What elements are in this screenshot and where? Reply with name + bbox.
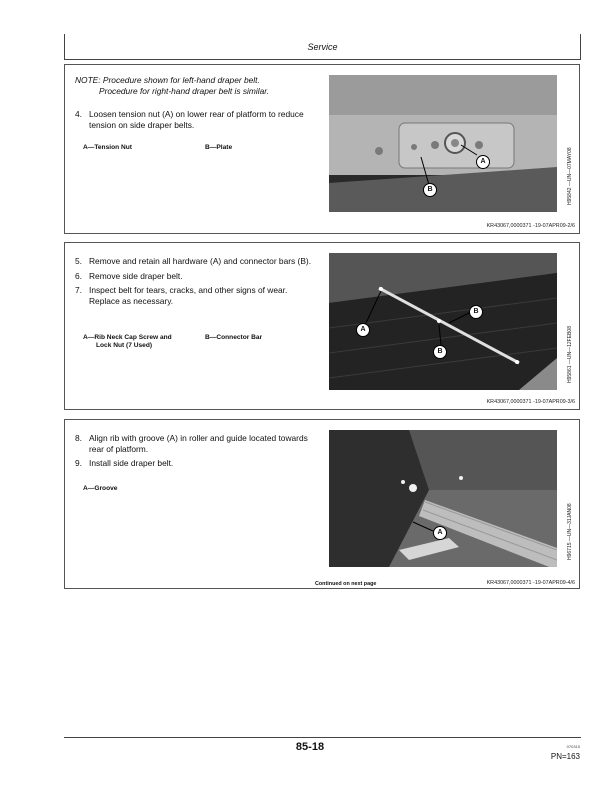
steps-list [75,433,315,469]
callout-a: A [356,323,370,337]
legend-a: A—Tension Nut [83,144,132,151]
callout-a: A [433,526,447,540]
roller-groove-photo [329,430,557,567]
reference-code: KR43067,0000371 -19-07APR09-2/6 [486,223,575,229]
step-item [75,109,315,130]
legend-b: B—Plate [205,144,233,151]
step-text: Remove side draper belt. [89,270,183,281]
tension-nut-photo [329,75,557,212]
step-number: 7. [75,285,82,295]
step-number: 6. [75,270,82,281]
tension-nut-illustration [329,75,557,212]
callout-b: B [469,305,483,319]
step-number: 9. [75,458,82,468]
legend-a-line-1: A—Rib Neck Cap Screw and [83,334,172,341]
footer-small-code: 070315 [566,744,580,749]
procedure-section-1 [64,64,580,234]
page-header-title: Service [307,42,338,52]
step-text: Align rib with groove (A) in roller and guide located towards rear of platform. [89,433,308,454]
procedure-section-3 [64,419,580,589]
step-item [75,285,315,306]
connector-bar-illustration [329,253,557,390]
image-id: H95861 —UN—12FEB08 [567,326,573,383]
step-item [75,458,315,469]
image-id: H96715 —UN—31JAN08 [567,503,573,560]
step-item [75,271,315,282]
step-text: Remove and retain all hardware (A) and connector bars (B). [89,256,312,266]
image-id: H95842 —UN—07MAY08 [567,147,573,205]
header-bottom-rule [64,59,581,60]
roller-groove-illustration [329,430,557,567]
step-text: Install side draper belt. [89,458,174,468]
step-item [75,433,315,454]
step-number: 5. [75,256,82,266]
legend-a-line-2: Lock Nut (7 Used) [96,342,153,349]
legend-b: B—Connector Bar [205,334,263,341]
step-number: 8. [75,433,82,443]
note-block [75,75,325,97]
footer-rule [64,737,581,738]
continued-note: Continued on next page [315,581,377,587]
steps-list [75,256,315,306]
step-text: Inspect belt for tears, cracks, and other signs of wear. Replace as necessary. [89,285,288,306]
callout-b-second: B [433,345,447,359]
legend-a [83,334,172,350]
callout-b: B [423,183,437,197]
page-number: 85-18 [295,741,325,753]
step-item [75,256,315,267]
callout-a: A [476,155,490,169]
note-line-1: NOTE: Procedure shown for left-hand draper belt. [75,75,260,85]
reference-code: KR43067,0000371 -19-07APR09-4/6 [486,580,575,586]
connector-bar-photo [329,253,557,390]
note-line-2: Procedure for right-hand draper belt is similar. [99,86,270,96]
step-text: Loosen tension nut (A) on lower rear of platform to reduce tension on side draper belts. [89,109,304,130]
page-index: PN=163 [550,752,580,761]
legend-a: A—Groove [83,485,118,492]
reference-code: KR43067,0000371 -19-07APR09-3/6 [486,399,575,405]
procedure-section-2 [64,242,580,410]
step-number: 4. [75,109,82,119]
steps-list [75,109,315,130]
